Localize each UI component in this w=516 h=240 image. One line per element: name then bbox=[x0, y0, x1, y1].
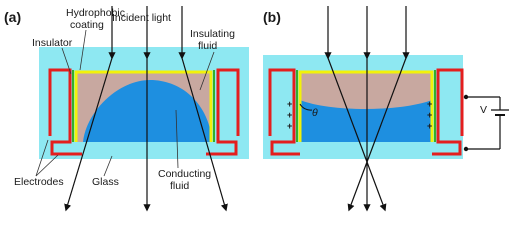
panel-b-voltage-circuit bbox=[466, 97, 509, 149]
label-hydrophobic-1: Hydrophobic bbox=[66, 7, 125, 19]
charge-plus: + bbox=[287, 121, 293, 131]
panel-b bbox=[263, 6, 509, 210]
charge-plus: + bbox=[287, 99, 293, 109]
label-insulator: Insulator bbox=[32, 37, 73, 49]
terminal-dot bbox=[464, 147, 468, 151]
label-electrodes: Electrodes bbox=[14, 176, 64, 188]
terminal-dot bbox=[464, 95, 468, 99]
panel-b-label: (b) bbox=[263, 9, 281, 25]
label-conducting-2: fluid bbox=[170, 180, 190, 192]
charge-plus: + bbox=[427, 99, 433, 109]
theta-symbol: θ bbox=[312, 107, 318, 119]
panel-a-label: (a) bbox=[4, 9, 22, 25]
panel-a bbox=[4, 6, 249, 210]
label-insulating-1: Insulating bbox=[190, 28, 235, 40]
charge-plus: + bbox=[427, 121, 433, 131]
label-insulating-2: fluid bbox=[198, 40, 218, 52]
label-incident-light: Incident light bbox=[112, 12, 171, 24]
voltage-label: V bbox=[480, 104, 488, 116]
charge-plus: + bbox=[287, 110, 293, 120]
label-glass: Glass bbox=[92, 176, 119, 188]
charge-plus: + bbox=[427, 110, 433, 120]
label-conducting-1: Conducting bbox=[158, 168, 212, 180]
label-hydrophobic-2: coating bbox=[70, 19, 104, 31]
